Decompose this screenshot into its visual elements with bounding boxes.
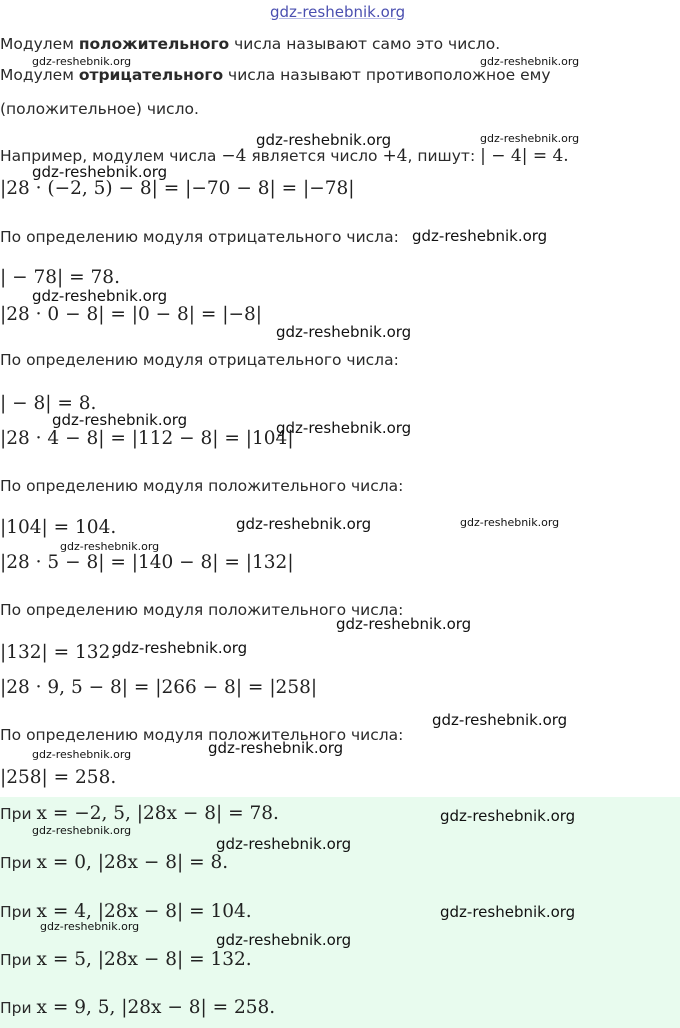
watermark: gdz-reshebnik.org <box>440 903 576 921</box>
definition-negative <box>0 66 551 84</box>
watermark: gdz-reshebnik.org <box>32 163 168 181</box>
answer-line <box>0 803 279 824</box>
watermark: gdz-reshebnik.org <box>208 739 344 757</box>
answer-line <box>0 901 252 922</box>
watermark: gdz-reshebnik.org <box>440 807 576 825</box>
watermark: gdz-reshebnik.org <box>216 835 352 853</box>
watermark: gdz-reshebnik.org <box>32 824 132 837</box>
step-result: | − 8| = 8. <box>0 393 97 414</box>
step-result: |104| = 104. <box>0 517 117 538</box>
definition-positive <box>0 35 500 53</box>
step-rule: По определению модуля отрицательного числа: <box>0 351 399 369</box>
watermark: gdz-reshebnik.org <box>460 516 560 529</box>
answer-line <box>0 949 252 970</box>
watermark: gdz-reshebnik.org <box>60 540 160 553</box>
step-expression: |28 · 9, 5 − 8| = |266 − 8| = |258| <box>0 677 318 698</box>
answer-prefix: При <box>0 805 37 823</box>
watermark: gdz-reshebnik.org <box>236 515 372 533</box>
watermark: gdz-reshebnik.org <box>52 411 188 429</box>
watermark: gdz-reshebnik.org <box>32 748 132 761</box>
step-rule: По определению модуля положительного числа: <box>0 726 404 744</box>
site-header-link[interactable]: gdz-reshebnik.org <box>270 3 406 21</box>
example-text-1: Например, модулем числа <box>0 147 222 165</box>
step-result: |258| = 258. <box>0 767 117 788</box>
answer-prefix: При <box>0 854 37 872</box>
step-rule: По определению модуля отрицательного числа: <box>0 228 399 246</box>
watermark: gdz-reshebnik.org <box>40 920 140 933</box>
example-text-3: , пишут: <box>407 147 481 165</box>
step-expression: |28 · 4 − 8| = |112 − 8| = |104| <box>0 428 294 449</box>
watermark: gdz-reshebnik.org <box>336 615 472 633</box>
step-expression: |28 · (−2, 5) − 8| = |−70 − 8| = |−78| <box>0 178 355 199</box>
watermark: gdz-reshebnik.org <box>480 55 580 68</box>
example-text-2: является число <box>246 147 383 165</box>
answer-prefix: При <box>0 903 37 921</box>
answer-math: x = −2, 5, |28x − 8| = 78. <box>36 803 279 824</box>
answer-math: x = 0, |28x − 8| = 8. <box>36 852 229 873</box>
step-rule: По определению модуля положительного числа: <box>0 477 404 495</box>
answer-math: x = 5, |28x − 8| = 132. <box>36 949 252 970</box>
step-expression: |28 · 0 − 8| = |0 − 8| = |−8| <box>0 304 262 325</box>
step-result: | − 78| = 78. <box>0 267 120 288</box>
answer-line <box>0 852 228 873</box>
watermark: gdz-reshebnik.org <box>256 131 392 149</box>
example-math-3: | − 4| = 4. <box>480 146 569 166</box>
watermark: gdz-reshebnik.org <box>412 227 548 245</box>
answer-math: x = 9, 5, |28x − 8| = 258. <box>36 997 276 1018</box>
definition-negative-bold: отрицательного <box>78 66 224 84</box>
watermark: gdz-reshebnik.org <box>216 931 352 949</box>
watermark: gdz-reshebnik.org <box>276 323 412 341</box>
step-expression: |28 · 5 − 8| = |140 − 8| = |132| <box>0 552 294 573</box>
definition-positive-bold: положительного <box>78 35 230 53</box>
example-math-1: −4 <box>221 146 247 166</box>
watermark: gdz-reshebnik.org <box>480 132 580 145</box>
definition-negative-continuation: (положительное) число. <box>0 100 199 118</box>
watermark: gdz-reshebnik.org <box>32 55 132 68</box>
answer-prefix: При <box>0 999 37 1017</box>
watermark: gdz-reshebnik.org <box>276 419 412 437</box>
step-result: |132| = 132. <box>0 642 117 663</box>
watermark: gdz-reshebnik.org <box>432 711 568 729</box>
watermark: gdz-reshebnik.org <box>32 287 168 305</box>
answer-line <box>0 997 275 1018</box>
example-math-2: +4 <box>382 146 408 166</box>
definition-positive-suffix: числа называют само это число. <box>229 35 501 53</box>
definition-negative-prefix: Модулем <box>0 66 79 84</box>
watermark: gdz-reshebnik.org <box>112 639 248 657</box>
definition-positive-prefix: Модулем <box>0 35 79 53</box>
step-rule: По определению модуля положительного числа: <box>0 601 404 619</box>
answer-prefix: При <box>0 951 37 969</box>
definition-negative-suffix: числа называют противоположное ему <box>223 66 551 84</box>
answer-math: x = 4, |28x − 8| = 104. <box>36 901 252 922</box>
